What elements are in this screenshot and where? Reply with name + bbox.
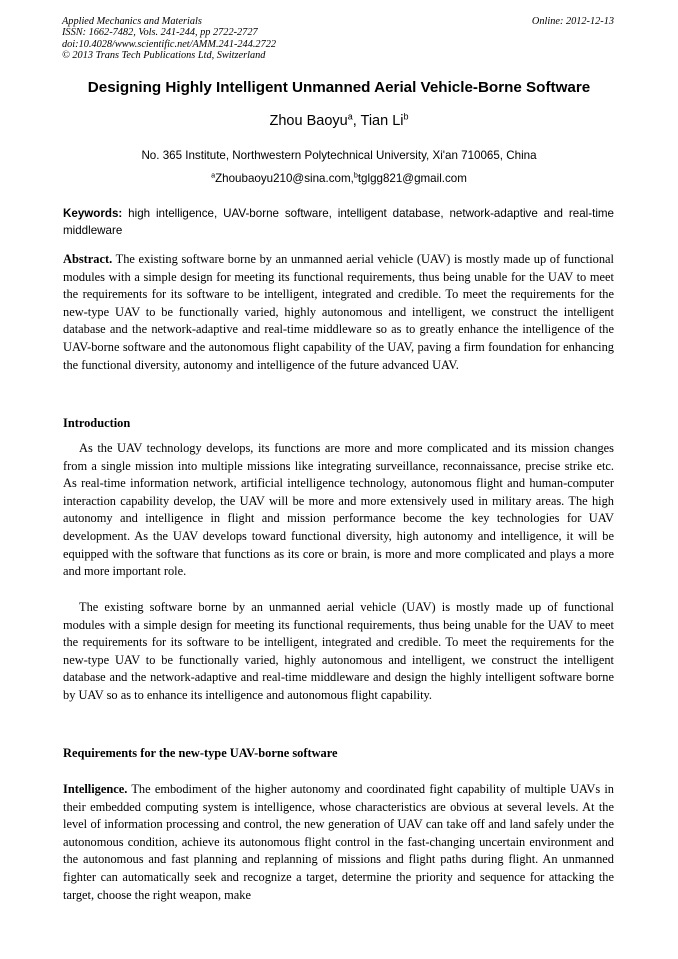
author-separator: , — [352, 113, 361, 129]
affiliation: No. 365 Institute, Northwestern Polytechnical University, Xi'an 710065, China — [141, 149, 537, 162]
author-1-superscript: a — [347, 111, 353, 122]
copyright-line: © 2013 Trans Tech Publications Ltd, Switzerland — [62, 49, 266, 61]
keywords-block — [63, 205, 614, 239]
email-a-superscript: a — [211, 170, 216, 180]
paper-title: Designing Highly Intelligent Unmanned Aerial Vehicle-Borne Software — [87, 79, 591, 96]
abstract-text: The existing software borne by an unmanned aerial vehicle (UAV) is mostly made up of functional modules with a simple design for meeting its functional requirements, thus being unable for the UAV to meet the requirements for its software to be intelligent, integrated and credible. To meet the requirements for the new-type UAV to be functionally varied, highly autonomous and intelligent, we construct the intelligent database and the network-adaptive and real-time middleware so as to greatly enhance the intelligence of the UAV-borne software and the autonomous flight capability of the UAV, paving a firm foundation for enhancing the functional diversity, autonomy and intelligence of the future advanced UAV. — [63, 252, 614, 372]
keywords-label: Keywords: — [63, 207, 123, 220]
doi-line: doi:10.4028/www.scientific.net/AMM.241-244.2722 — [62, 38, 277, 50]
requirements-heading: Requirements for the new-type UAV-borne software — [63, 746, 338, 760]
journal-name: Applied Mechanics and Materials — [62, 16, 202, 27]
intelligence-paragraph — [63, 781, 614, 904]
intelligence-label: Intelligence. — [63, 782, 128, 796]
email-a: Zhoubaoyu210@sina.com, — [215, 172, 354, 185]
author-1-name: Zhou Baoyu — [269, 113, 348, 129]
issn-line: ISSN: 1662-7482, Vols. 241-244, pp 2722-2727 — [62, 27, 258, 39]
keywords-text: high intelligence, UAV-borne software, intelligent database, network-adaptive and real-time middleware — [63, 207, 614, 237]
online-date: Online: 2012-12-13 — [531, 16, 614, 27]
journal-header — [62, 16, 614, 61]
author-2-superscript: b — [403, 111, 409, 122]
abstract-label: Abstract. — [63, 252, 113, 266]
intelligence-text: The embodiment of the higher autonomy and coordinated fight capability of multiple UAVs in their embedded computing system is intelligence, whose characteristics are obvious at several levels. At the level of information processing and control, the new generation of UAV can take off and land safely under the autonomous condition, achieve its autonomous flight control in the fast-changing uncertain environment and the autonomous and fast planning and replanning of missions and flight paths during flight. An unmanned fighter can automatically seek and recognize a target, determine the priority and sequence for attacking the target, choose the right weapon, make — [63, 782, 614, 902]
author-line — [40, 113, 638, 129]
introduction-paragraph-1: As the UAV technology develops, its functions are more and more complicated and its mission changes from a single mission into multiple missions like integrating surveillance, reconnaissance, precise strike etc. As real-time information network, artificial intelligence technology, autonomous flight and human-computer interaction capability develop, the UAV will be more and more extensively used in military areas. The high autonomy and intelligence in flight and mission performance become the key technologies for UAV development. As the UAV develops toward functional diversity, high autonomy and intelligence, it will be equipped with the software that functions as its core or brain, is more and more complicated and plays a more and more important role. — [63, 441, 614, 579]
introduction-paragraph-2: The existing software borne by an unmanned aerial vehicle (UAV) is mostly made up of functional modules with a simple design for meeting its functional requirements, thus being unable for the UAV to meet the requirements for its software to be intelligent, integrated and credible. To meet the requirements for the new-type UAV to be functionally varied, highly autonomous and intelligent, we construct the intelligent database and the network-adaptive and real-time middleware and design the highly intelligent software borne by UAV so as to enhance its intelligence and autonomous flight capability. — [63, 600, 614, 702]
email-b-superscript: b — [353, 170, 358, 180]
email-b: tglgg821@gmail.com — [357, 172, 467, 185]
author-2-name: Tian Li — [360, 113, 404, 129]
email-line — [40, 172, 638, 185]
introduction-heading: Introduction — [63, 416, 131, 430]
abstract-paragraph — [63, 251, 614, 374]
